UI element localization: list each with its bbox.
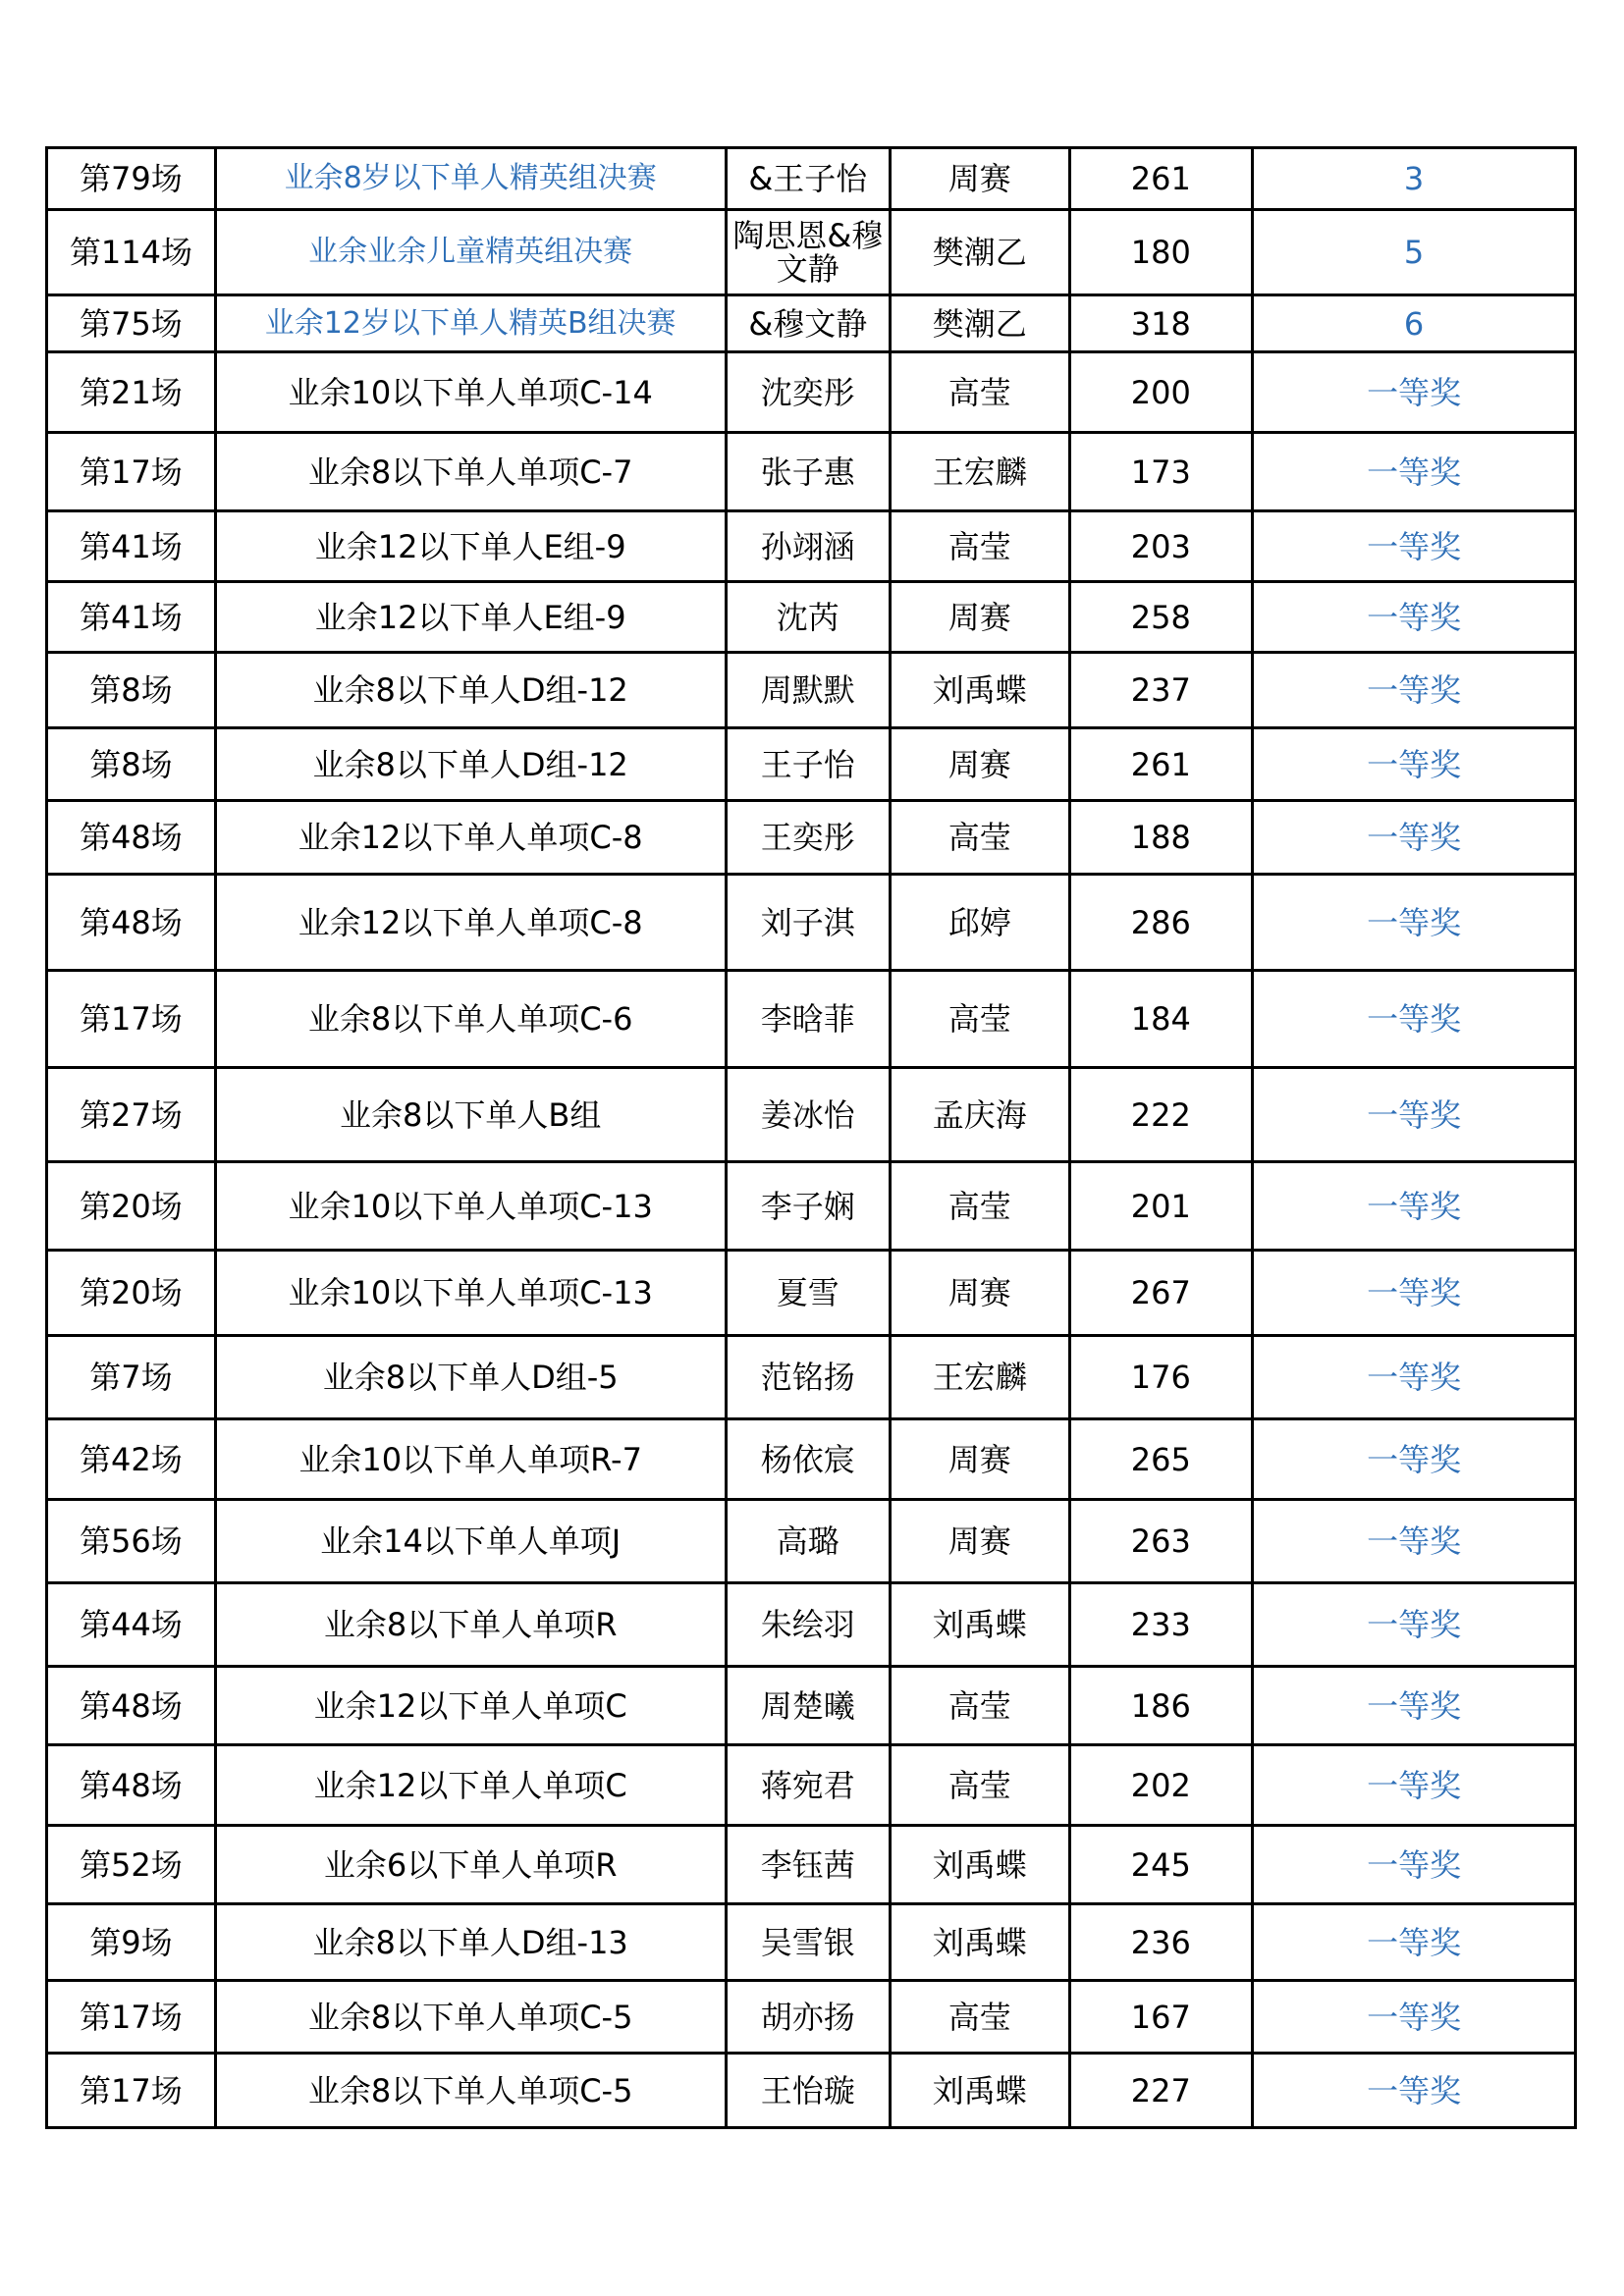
award-cell: 一等奖 (1253, 1826, 1576, 1904)
table-row (47, 2054, 1576, 2128)
player-cell: 夏雪 (726, 1251, 891, 1336)
table-row (47, 1667, 1576, 1745)
award-cell: 一等奖 (1253, 1745, 1576, 1826)
session-cell: 第75场 (47, 295, 216, 352)
score-cell: 222 (1069, 1068, 1253, 1162)
event-cell: 业余8以下单人B组 (215, 1068, 726, 1162)
session-cell: 第17场 (47, 971, 216, 1068)
coach-cell: 邱婷 (891, 875, 1069, 971)
session-cell: 第27场 (47, 1068, 216, 1162)
event-cell: 业余8岁以下单人精英组决赛 (215, 148, 726, 210)
player-cell: 李晗菲 (726, 971, 891, 1068)
player-cell: 周楚曦 (726, 1667, 891, 1745)
session-cell: 第9场 (47, 1904, 216, 1981)
event-cell: 业余12以下单人单项C (215, 1667, 726, 1745)
score-cell: 202 (1069, 1745, 1253, 1826)
score-cell: 236 (1069, 1904, 1253, 1981)
event-cell: 业余12以下单人单项C-8 (215, 801, 726, 875)
table-row (47, 1745, 1576, 1826)
award-cell: 6 (1253, 295, 1576, 352)
award-cell: 一等奖 (1253, 2054, 1576, 2128)
score-cell: 261 (1069, 148, 1253, 210)
session-cell: 第42场 (47, 1419, 216, 1500)
player-cell: 吴雪银 (726, 1904, 891, 1981)
score-cell: 265 (1069, 1419, 1253, 1500)
event-cell: 业余8以下单人单项C-7 (215, 433, 726, 511)
event-cell: 业余10以下单人单项R-7 (215, 1419, 726, 1500)
award-cell: 一等奖 (1253, 1336, 1576, 1419)
award-cell: 一等奖 (1253, 1251, 1576, 1336)
event-cell: 业余8以下单人单项C-5 (215, 1981, 726, 2054)
player-cell: 刘子淇 (726, 875, 891, 971)
table-row (47, 433, 1576, 511)
event-cell: 业余6以下单人单项R (215, 1826, 726, 1904)
coach-cell: 周赛 (891, 1500, 1069, 1583)
score-cell: 184 (1069, 971, 1253, 1068)
award-cell: 一等奖 (1253, 1068, 1576, 1162)
event-cell: 业余8以下单人D组-13 (215, 1904, 726, 1981)
coach-cell: 王宏麟 (891, 1336, 1069, 1419)
score-cell: 176 (1069, 1336, 1253, 1419)
score-cell: 258 (1069, 582, 1253, 653)
coach-cell: 周赛 (891, 728, 1069, 801)
score-cell: 245 (1069, 1826, 1253, 1904)
session-cell: 第17场 (47, 1981, 216, 2054)
score-cell: 318 (1069, 295, 1253, 352)
coach-cell: 高莹 (891, 352, 1069, 433)
session-cell: 第41场 (47, 582, 216, 653)
session-cell: 第44场 (47, 1583, 216, 1667)
event-cell: 业余10以下单人单项C-14 (215, 352, 726, 433)
award-cell: 一等奖 (1253, 875, 1576, 971)
table-row (47, 1419, 1576, 1500)
score-cell: 173 (1069, 433, 1253, 511)
player-cell: 张子惠 (726, 433, 891, 511)
award-cell: 一等奖 (1253, 1419, 1576, 1500)
player-cell: 周默默 (726, 653, 891, 728)
score-cell: 237 (1069, 653, 1253, 728)
event-cell: 业余业余儿童精英组决赛 (215, 210, 726, 295)
coach-cell: 周赛 (891, 1251, 1069, 1336)
score-cell: 261 (1069, 728, 1253, 801)
session-cell: 第52场 (47, 1826, 216, 1904)
session-cell: 第48场 (47, 801, 216, 875)
table-row (47, 801, 1576, 875)
table-row (47, 971, 1576, 1068)
score-cell: 263 (1069, 1500, 1253, 1583)
coach-cell: 刘禹蝶 (891, 1826, 1069, 1904)
event-cell: 业余12以下单人单项C (215, 1745, 726, 1826)
player-cell: 高璐 (726, 1500, 891, 1583)
session-cell: 第21场 (47, 352, 216, 433)
table-row (47, 1904, 1576, 1981)
score-cell: 286 (1069, 875, 1253, 971)
player-cell: 李钰茜 (726, 1826, 891, 1904)
coach-cell: 刘禹蝶 (891, 1583, 1069, 1667)
score-cell: 203 (1069, 511, 1253, 582)
session-cell: 第41场 (47, 511, 216, 582)
table-row (47, 511, 1576, 582)
event-cell: 业余12岁以下单人精英B组决赛 (215, 295, 726, 352)
award-cell: 一等奖 (1253, 1667, 1576, 1745)
event-cell: 业余12以下单人E组-9 (215, 582, 726, 653)
table-row (47, 875, 1576, 971)
event-cell: 业余14以下单人单项J (215, 1500, 726, 1583)
player-cell: 孙翊涵 (726, 511, 891, 582)
session-cell: 第48场 (47, 1667, 216, 1745)
player-cell: 沈芮 (726, 582, 891, 653)
event-cell: 业余12以下单人单项C-8 (215, 875, 726, 971)
table-row (47, 582, 1576, 653)
table-row (47, 653, 1576, 728)
event-cell: 业余10以下单人单项C-13 (215, 1251, 726, 1336)
score-cell: 267 (1069, 1251, 1253, 1336)
player-cell: 姜冰怡 (726, 1068, 891, 1162)
award-cell: 一等奖 (1253, 582, 1576, 653)
table-row (47, 352, 1576, 433)
table-row (47, 1068, 1576, 1162)
player-cell: 胡亦扬 (726, 1981, 891, 2054)
table-row (47, 148, 1576, 210)
award-cell: 一等奖 (1253, 433, 1576, 511)
session-cell: 第48场 (47, 1745, 216, 1826)
coach-cell: 王宏麟 (891, 433, 1069, 511)
coach-cell: 高莹 (891, 1162, 1069, 1251)
event-cell: 业余10以下单人单项C-13 (215, 1162, 726, 1251)
award-cell: 一等奖 (1253, 511, 1576, 582)
player-cell: 沈奕彤 (726, 352, 891, 433)
session-cell: 第17场 (47, 433, 216, 511)
coach-cell: 高莹 (891, 1981, 1069, 2054)
score-cell: 200 (1069, 352, 1253, 433)
coach-cell: 高莹 (891, 1667, 1069, 1745)
score-cell: 180 (1069, 210, 1253, 295)
table-row (47, 728, 1576, 801)
player-cell: 王怡璇 (726, 2054, 891, 2128)
score-cell: 188 (1069, 801, 1253, 875)
award-cell: 一等奖 (1253, 801, 1576, 875)
award-cell: 一等奖 (1253, 971, 1576, 1068)
coach-cell: 刘禹蝶 (891, 2054, 1069, 2128)
event-cell: 业余8以下单人单项C-5 (215, 2054, 726, 2128)
score-cell: 227 (1069, 2054, 1253, 2128)
session-cell: 第20场 (47, 1162, 216, 1251)
coach-cell: 周赛 (891, 582, 1069, 653)
coach-cell: 孟庆海 (891, 1068, 1069, 1162)
event-cell: 业余8以下单人D组-5 (215, 1336, 726, 1419)
event-cell: 业余12以下单人E组-9 (215, 511, 726, 582)
coach-cell: 樊潮乙 (891, 295, 1069, 352)
table-row (47, 1162, 1576, 1251)
coach-cell: 高莹 (891, 511, 1069, 582)
table-row (47, 210, 1576, 295)
table-row (47, 1583, 1576, 1667)
session-cell: 第48场 (47, 875, 216, 971)
session-cell: 第114场 (47, 210, 216, 295)
coach-cell: 高莹 (891, 971, 1069, 1068)
player-cell: 蒋宛君 (726, 1745, 891, 1826)
player-cell: &王子怡 (726, 148, 891, 210)
player-cell: 朱绘羽 (726, 1583, 891, 1667)
coach-cell: 周赛 (891, 1419, 1069, 1500)
table-row (47, 1251, 1576, 1336)
award-cell: 一等奖 (1253, 1583, 1576, 1667)
coach-cell: 樊潮乙 (891, 210, 1069, 295)
event-cell: 业余8以下单人单项R (215, 1583, 726, 1667)
score-cell: 186 (1069, 1667, 1253, 1745)
table-row (47, 1500, 1576, 1583)
player-cell: 王子怡 (726, 728, 891, 801)
player-cell: 王奕彤 (726, 801, 891, 875)
coach-cell: 刘禹蝶 (891, 1904, 1069, 1981)
session-cell: 第20场 (47, 1251, 216, 1336)
award-cell: 5 (1253, 210, 1576, 295)
table-row (47, 295, 1576, 352)
player-cell: 李子娴 (726, 1162, 891, 1251)
player-cell: &穆文静 (726, 295, 891, 352)
table-body (47, 148, 1576, 2128)
award-cell: 一等奖 (1253, 1904, 1576, 1981)
table-row (47, 1826, 1576, 1904)
event-cell: 业余8以下单人D组-12 (215, 653, 726, 728)
session-cell: 第7场 (47, 1336, 216, 1419)
table-row (47, 1336, 1576, 1419)
award-cell: 一等奖 (1253, 728, 1576, 801)
session-cell: 第56场 (47, 1500, 216, 1583)
coach-cell: 刘禹蝶 (891, 653, 1069, 728)
session-cell: 第79场 (47, 148, 216, 210)
award-cell: 一等奖 (1253, 352, 1576, 433)
session-cell: 第8场 (47, 653, 216, 728)
table-row (47, 1981, 1576, 2054)
award-cell: 一等奖 (1253, 1162, 1576, 1251)
event-cell: 业余8以下单人单项C-6 (215, 971, 726, 1068)
award-cell: 一等奖 (1253, 1500, 1576, 1583)
award-cell: 一等奖 (1253, 653, 1576, 728)
session-cell: 第8场 (47, 728, 216, 801)
session-cell: 第17场 (47, 2054, 216, 2128)
player-cell: 范铭扬 (726, 1336, 891, 1419)
coach-cell: 高莹 (891, 801, 1069, 875)
event-cell: 业余8以下单人D组-12 (215, 728, 726, 801)
player-cell: 陶思恩&穆文静 (726, 210, 891, 295)
score-cell: 201 (1069, 1162, 1253, 1251)
results-table (45, 146, 1577, 2129)
award-cell: 3 (1253, 148, 1576, 210)
score-cell: 167 (1069, 1981, 1253, 2054)
coach-cell: 高莹 (891, 1745, 1069, 1826)
coach-cell: 周赛 (891, 148, 1069, 210)
player-cell: 杨依宸 (726, 1419, 891, 1500)
award-cell: 一等奖 (1253, 1981, 1576, 2054)
score-cell: 233 (1069, 1583, 1253, 1667)
